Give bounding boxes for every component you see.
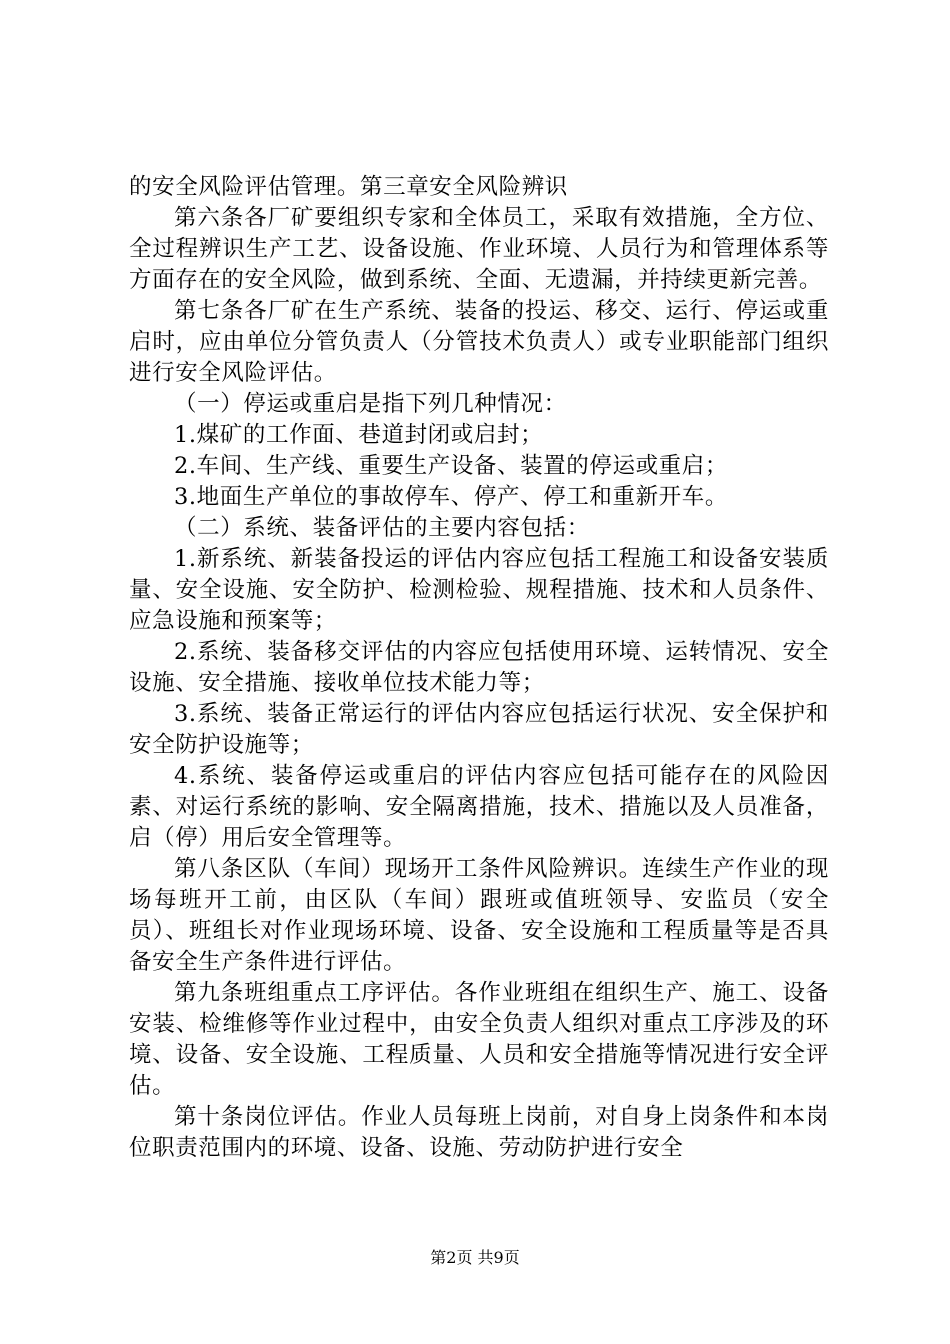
page-number: 第2页 共9页	[430, 1248, 520, 1267]
paragraph: 第九条班组重点工序评估。各作业班组在组织生产、施工、设备安装、检维修等作业过程中，由安全负责人组织对重点工序涉及的环境、设备、安全设施、工程质量、人员和安全措施等情况进行安全评估。	[129, 980, 829, 1099]
paragraph: 3.系统、装备正常运行的评估内容应包括运行状况、安全保护和安全防护设施等；	[129, 701, 829, 758]
paragraph: 第七条各厂矿在生产系统、装备的投运、移交、运行、停运或重启时，应由单位分管负责人（分管技术负责人）或专业职能部门组织进行安全风险评估。	[129, 298, 829, 386]
paragraph: 4.系统、装备停运或重启的评估内容应包括可能存在的风险因素、对运行系统的影响、安全隔离措施，技术、措施以及人员准备，启（停）用后安全管理等。	[129, 763, 829, 851]
paragraph: （一）停运或重启是指下列几种情况：	[174, 391, 567, 417]
paragraph: 第六条各厂矿要组织专家和全体员工，采取有效措施，全方位、全过程辨识生产工艺、设备设施、作业环境、人员行为和管理体系等方面存在的安全风险，做到系统、全面、无遗漏，并持续更新完善。	[129, 205, 829, 293]
paragraph: 2.车间、生产线、重要生产设备、装置的停运或重启；	[174, 453, 728, 479]
paragraph: 第十条岗位评估。作业人员每班上岗前，对自身上岗条件和本岗位职责范围内的环境、设备、设施、劳动防护进行安全	[129, 1104, 829, 1161]
paragraph: 1.新系统、新装备投运的评估内容应包括工程施工和设备安装质量、安全设施、安全防护、检测检验、规程措施、技术和人员条件、应急设施和预案等；	[129, 546, 829, 634]
paragraph: 2.系统、装备移交评估的内容应包括使用环境、运转情况、安全设施、安全措施、接收单位技术能力等；	[129, 639, 829, 696]
paragraph: 1.煤矿的工作面、巷道封闭或启封；	[174, 422, 544, 448]
paragraph: （二）系统、装备评估的主要内容包括：	[174, 515, 590, 541]
page-footer	[0, 1245, 950, 1268]
paragraph: 的安全风险评估管理。第三章安全风险辨识	[129, 174, 568, 200]
document-body	[129, 172, 829, 1164]
paragraph: 3.地面生产单位的事故停车、停产、停工和重新开车。	[174, 484, 728, 510]
paragraph: 第八条区队（车间）现场开工条件风险辨识。连续生产作业的现场每班开工前，由区队（车间）跟班或值班领导、安监员（安全员）、班组长对作业现场环境、设备、安全设施和工程质量等是否具备安全生产条件进行评估。	[129, 856, 829, 975]
